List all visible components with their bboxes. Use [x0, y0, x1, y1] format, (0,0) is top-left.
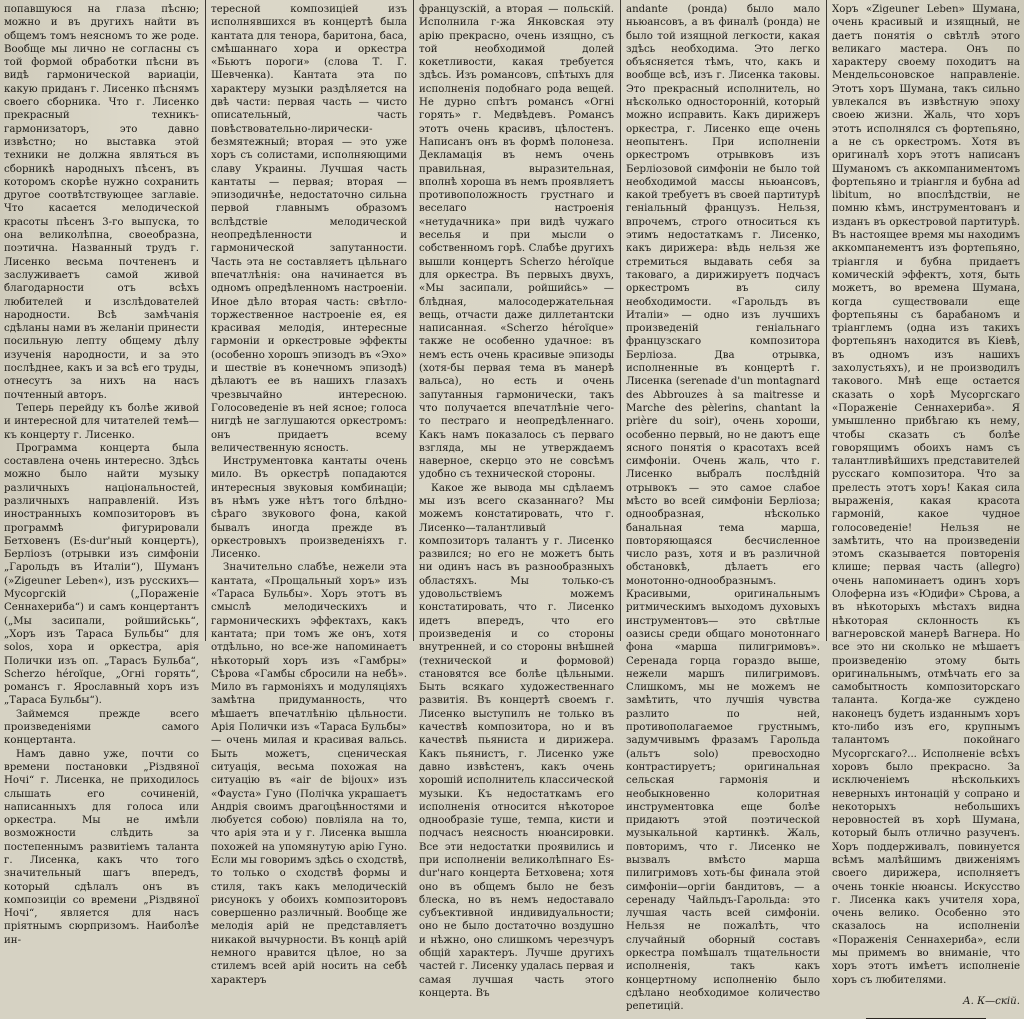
paragraph: Программа концерта была составлена очень интересно. Здѣсь можно было найти музыку различныхъ національностей, различныхъ направленій. Изъ иностранныхъ композиторовъ въ программѣ фигурировали Бетховенъ (Es-dur'ный концертъ), Берліозъ (отрывки изъ симфоніи „Гарольдъ въ Италіи“), Шуманъ (»Zigeuner Leben«), изъ русскихъ—Мусоргскій („Пораженіе Сеннахериба“) и самъ концертантъ („Мы засипали, ройшийськь“, „Хоръ изъ Тараса Бульбы“ для solos, хора и оркестра, арія Полички изъ оп. „Тарасъ Бульба“, Scherzo héroïque, „Огні горять“, романсъ г. Ярославный хоръ изъ „Тараса Бульбы“).	[4, 442, 199, 707]
column-2	[207, 0, 411, 986]
paragraph: andante (ронда) было мало ньюансовъ, а въ финалѣ (ронда) не было той изящной легкости, какая здѣсь необходима. Это легко объясняется тѣмъ, что, какъ и вообще всѣ, изъ г. Лисенка таковы. Это прекрасный исполнитель, но нѣсколько односторонній, который можно исправить. Какъ дирижеръ оркестра, г. Лисенко еще очень неопытенъ. При исполненіи оркестромъ отрывковъ изъ Берліозовой симфоніи не было той необходимой массы ньюансовъ, какой требуетъ въ своей партитурѣ геніальный французъ. Нельзя, впрочемъ, строго относиться къ этимъ недостаткамъ г. Лисенко, какъ дирижера: вѣдь нельзя же стремиться выдавать себя за таковаго, а дирижируетъ подчасъ оркестромъ въ силу необходимости. «Гарольдъ въ Италіи» — одно изъ лучшихъ произведеній геніальнаго французскаго композитора Берліоза. Два отрывка, исполненные въ концертѣ г. Лисенка (serenade d'un montagnard des Abbrouzes à sa maitresse и Marche des pèlerins, chantant la prière du soir), очень хороши, особенно первый, но не даютъ еще ясного понятія о красотахъ всей симфоніи. Очень жаль, что г. Лисенко выбралъ послѣдній отрывокъ — это самое слабое мѣсто во всей симфоніи Берліоза; однообразная, нѣсколько банальная тема марша, повторяющаяся бесчисленное число разъ, хотя и въ различной обстановкѣ, дѣлаетъ его монотонно-однообразнымъ. Красивыми, оригинальнымъ ритмическимъ выходомъ духовыхъ инструментовъ— это свѣтлые оазисы среди общаго монотоннаго фона «марша пилигримовъ». Серенада горца гораздо выше, нежели маршъ пилигримовъ. Слишкомъ, мы не можемъ не замѣтить, что лучшія чувства разлито по ней, противополагаемое грустнымъ, задумчивымъ фразамъ Гарольда (альтъ solo) превосходно контрастируетъ; оригинальная сельская гармонія и необыкновенно колоритная инструментовка еще болѣе придаютъ этой поэтической музыкальной картинкѣ. Жаль, повторимъ, что г. Лисенко не вызвалъ вмѣсто марша пилигримовъ хоть-бы финала этой симфоніи—оргіи бандитовъ, — а серенаду Чайльдъ-Гарольда: это лучшая часть всей симфоніи. Нельзя не пожалѣть, что случайный оборный составъ оркестра помѣшалъ тщательности исполненія, такъ какъ концертному исполненію было сдѣлано необходимое количество репетицій.	[626, 4, 820, 1013]
paragraph: Хоръ «Zigeuner Leben» Шумана, очень красивый и изящный, не даетъ понятія о свѣтлѣ этого великаго мастера. Онъ по характеру своему походитъ на Мендельсоновское направленіе. Этотъ хоръ Шумана, такъ сильно увлекался въ извѣстную эпоху своею жизни. Жаль, что хоръ этотъ исполнялся съ фортепьяно, а не съ оркестромъ. Хотя въ оригиналѣ хоръ этотъ написанъ Шуманомъ съ аккомпаниментомъ фортепьяно и тріангля и бубна ad libitum, но впослѣдствіи, не помню кѣмъ, инструментованъ и изданъ въ оркестровой партитурѣ. Въ настоящее время мы находимъ аккомпанементъ изъ фортепьяно, тріангля и бубна придаетъ комическій эффектъ, хотя, быть можетъ, во времена Шумана, когда существовали еще фортепьяны съ барабаномъ и тріанглемъ (одна изъ такихъ фортепьянъ находится въ Кіевѣ, въ одномъ изъ нашихъ захолустьяхъ), и не производилъ такового. Мнѣ еще остается сказать о хорѣ Мусоргскаго «Пораженіе Сеннахериба». Я умышленно прибѣгаю къ нему, чтобы сказать съ болѣе говорящимъ обоихъ намъ съ талантливѣйшихъ представителей русскаго композитора. Что за прелесть этотъ хоръ! Какая сила выраженія, какая красота гармоній, какое чудное голосоведеніе! Нельзя не замѣтить, что на произведеніи этомъ сказывается повторенія клише; первая часть (allegro) очень напоминаетъ одинъ хоръ Олоферна изъ «Юдифи» Сѣрова, а въ нѣкоторыхъ мѣстахъ видна нѣкоторая склонность къ вагнеровской манерѣ Вагнера. Но все это ни сколько не мѣшаетъ произведенію этому быть оригинальнымъ, отмѣчать его за самобытность композиторскаго таланта. Когда-же суждено наконецъ будетъ изданнымъ хоръ кто-либо изъ его, крупнымъ талантомъ покойнаго Мусоргскаго?... Исполненіе всѣхъ хоровъ было прекрасно. За исключеніемъ нѣсколькихъ неверныхъ интонацій у сопрано и некоторыхъ небольшихъ неровностей въ хорѣ Шумана, который былъ отлично разученъ. Хоръ поддерживалъ, повинуется всѣмъ малѣйшимъ движеніямъ своего дирижера, исполняетъ очень тонкіе нюансы. Искусство г. Лисенка какъ учителя хора, очень велико. Особенно это сказалось на исполненіи «Пораженія Сеннахериба», если мы примемъ во вниманіе, что хоръ этотъ имѣетъ исполненіе хоръ съ любителями.	[832, 4, 1020, 986]
paragraph: Теперь перейду къ болѣе живой и интересной для читателей темѣ—къ концерту г. Лисенко.	[4, 402, 199, 441]
column-1	[0, 0, 203, 946]
column-3	[415, 0, 618, 999]
paragraph: Какое же вывода мы сдѣлаемъ мы изъ всего сказаннаго? Мы можемъ констатировать, что г. Лисенко—талантливый композиторъ талантъ у г. Лисенко развился; но его не можетъ быть ни одинъ насъ въ разнообразныхъ областяхъ. Мы только-съ удовольствіемъ можемъ констатировать, что г. Лисенко идетъ впередъ, что его произведенія и со стороны внутренней, и со стороны внѣшней (технической и формовой) становятся все болѣе цѣльными. Быть всякаго художественнаго развитія. Въ концертѣ своемъ г. Лисенко выступилъ не только въ качествѣ композитора, но и въ качествѣ пьяниста и дирижера. Какъ пьянистъ, г. Лисенко уже давно извѣстенъ, какъ очень хорошій исполнитель классической музыки. Къ недостаткамъ его исполненія относится нѣкоторое однообразіе туше, темпа, кисти и подчасъ неясность нюансировки. Все эти недостатки проявились и при исполненіи великолѣпнаго Es-dur'наго концерта Бетховена; хотя оно въ общемъ было не безъ блеска, но въ немъ недоставало субъективной индивидуальности; оно не было достаточно воздушно и нѣжно, оно слишкомъ черезчуръ общій характеръ. Лучше другихъ частей г. Лисенку удалась первая и самая лучшая часть этого концерта. Въ	[419, 482, 614, 999]
paragraph: Займемся прежде всего произведеніями самого концертанта.	[4, 708, 199, 747]
column-5	[828, 0, 1024, 1007]
column-divider	[620, 0, 621, 641]
column-divider	[826, 0, 827, 641]
paragraph: Намъ давно уже, почти со времени постановки „Різдвяної Ночі“ г. Лисенка, не приходилось слышать его сочиненій, написанныхъ для голоса или оркестра. Мы не имѣли возможности слѣдить за постепеннымъ развитіемъ таланта г. Лисенка, какъ что того значительный шагъ впередъ, который сдѣлалъ онъ въ композиціи со времени „Різдвяної Ночі“, является для насъ пріятнымъ сюрпризомъ. Наиболѣе ин-	[4, 748, 199, 946]
paragraph: попавшуюся на глаза пѣсню; можно и въ другихъ найти въ общемъ томъ неясномъ то же роде. Вообще мы лично не согласны съ той формой обработки пѣсни въ видѣ гармонической вариаціи, какую приданъ г. Лисенко пѣснямъ своего сборника. Что г. Лисенко прекрасный техникъ-гармонизаторъ, это давно извѣстно; но выставка этой техники не должна являться въ сборникѣ народныхъ пѣсенъ, въ которомъ скорѣе нужно сохранить другое соотвѣтствующее заглавіе. Что касается мелодической красоты пѣсенъ 3-го выпуска, то она великолѣпна, своеобразна, поэтична. Названный трудъ г. Лисенко весьма почтененъ и заслуживаетъ самой живой благодарности отъ всѣхъ любителей и изслѣдователей народности. Всѣ замѣчанія сдѣланы нами въ желаніи принести посильную лепту общему дѣлу изученія народности, и за это послѣднее, какъ и за всѣ его труды, отнесутъ за нихъ на насъ почтенный авторъ.	[4, 4, 199, 401]
column-divider	[205, 0, 206, 641]
paragraph: тересной композиціей изъ исполнявшихся въ концертѣ была кантата для тенора, баритона, баса, смѣшаннаго хора и оркестра «Бьютъ пороги» (слова Т. Г. Шевченка). Кантата эта по характеру музыки раздѣляется на двѣ части: первая часть — чисто описательный, часть повѣствовательно-лирически-безмятежный; вторая — это уже хоръ съ солистами, исполняющими славу Украины. Лучшая часть кантаты — первая; вторая — эпизодичнѣе, недостаточно сильна первой главнымъ образомъ вслѣдствіе мелодической неопредѣленности и гармонической запутанности. Часть эта не составляетъ цѣльнаго впечатлѣнія: она начинается въ одномъ опредѣленномъ настроеніи. Иное дѣло вторая часть: свѣтло-торжественное настроеніе ея, ея красивая мелодія, интересные гармоніи и оркестровые эффекты (особенно хорошъ эпизодъ въ «Эхо» и шествіе въ конечномъ эпизодѣ) дѣлаютъ ее въ нашихъ глазахъ чрезвычайно интересною. Голосоведеніе въ ней ясное; голоса нигдѣ не заглушаются оркестромъ: онъ придаетъ всему величественную ясность.	[211, 4, 407, 454]
author-signature: А. К—скій.	[962, 995, 1020, 1007]
paragraph: Значительно слабѣе, нежели эта кантата, «Прощальный хоръ» изъ «Тараса Бульбы». Хоръ этотъ въ смыслѣ мелодическихъ и гармоническихъ эффектахъ, какъ кантата; при томъ же онъ, хотя отдѣльно, но все-же напоминаетъ нѣкоторый хоръ изъ «Гамбры» Сѣрова «Гамбы сбросили на небѣ». Мило въ гармоніяхъ и модуляціяхъ замѣтна придуманность, что мѣшаетъ впечатлѣнію цѣльности. Арія Полички изъ «Тараса Бульбы» — очень милая и красивая вальсь. Быть можетъ, сценическая ситуація, весьма похожая на ситуацію въ «air de bijoux» изъ «Фауста» Гуно (Полічка украшаетъ Андрія своимъ драгоцѣнностями и любуется собою) повліяла на то, что арія эта и у г. Лисенка вышла похожей на упомянутую арію Гуно. Если мы говоримъ здѣсь о сходствѣ, то только о сходствѣ формы и стиля, такъ какъ мелодическій рисунокъ у обоихъ композиторовъ совершенно различный. Вообще же мелодія арій не представляетъ никакой вычурности. Въ концѣ арій немного нравится цѣлое, но за стилемъ всей арій носить на себѣ характеръ	[211, 562, 407, 986]
column-divider	[413, 0, 414, 641]
paragraph: французскій, а вторая — польскій. Исполнила г-жа Янковская эту арію прекрасно, очень изящно, съ той необходимой долей кокетливости, какая требуется здѣсь. Изъ романсовъ, спѣтыхъ для исполненія подобнаго рода вещей. Не дурно спѣтъ романсъ «Огні горять» г. Медвѣдевъ. Романсъ этотъ очень красивъ, цѣлостенъ. Написанъ онъ въ формѣ полонеза. Декламація въ немъ очень правильная, выразительная, вполнѣ хороша въ немъ проявляетъ противоположность грустнаго и веселаго настроенія «нетудачника» при видѣ чужаго веселья и при мысли о собственномъ горѣ. Слабѣе другихъ вышли концертъ Scherzo héroïque для оркестра. Въ первыхъ двухъ, «Мы засипали, ройшийсь» — блѣдная, малосодержательная вещь, отчасти даже диллетантски написанная. «Scherzo héroïque» также не особенно удачное: въ немъ есть очень красивые эпизоды (хотя-бы первая тема въ манерѣ вальса), но есть и очень запутанныя гармонически, такъ что получается впечатлѣніе чего-то пестраго и неопредѣленнаго. Какъ намъ показалось съ перваго взгляда, мы не утверждаемъ наверное, скерцо это не совсѣмъ удобно съ технической стороны.	[419, 4, 614, 481]
paragraph: Инструментовка кантаты очень мило. Въ оркестрѣ попадаются интересныя звуковыя комбинаціи; въ нѣмъ уже нѣтъ того блѣдно-сѣраго звукового фона, какой бывалъ иногда прежде въ оркестровыхъ произведеніяхъ г. Лисенко.	[211, 456, 407, 561]
column-4	[622, 0, 824, 1013]
